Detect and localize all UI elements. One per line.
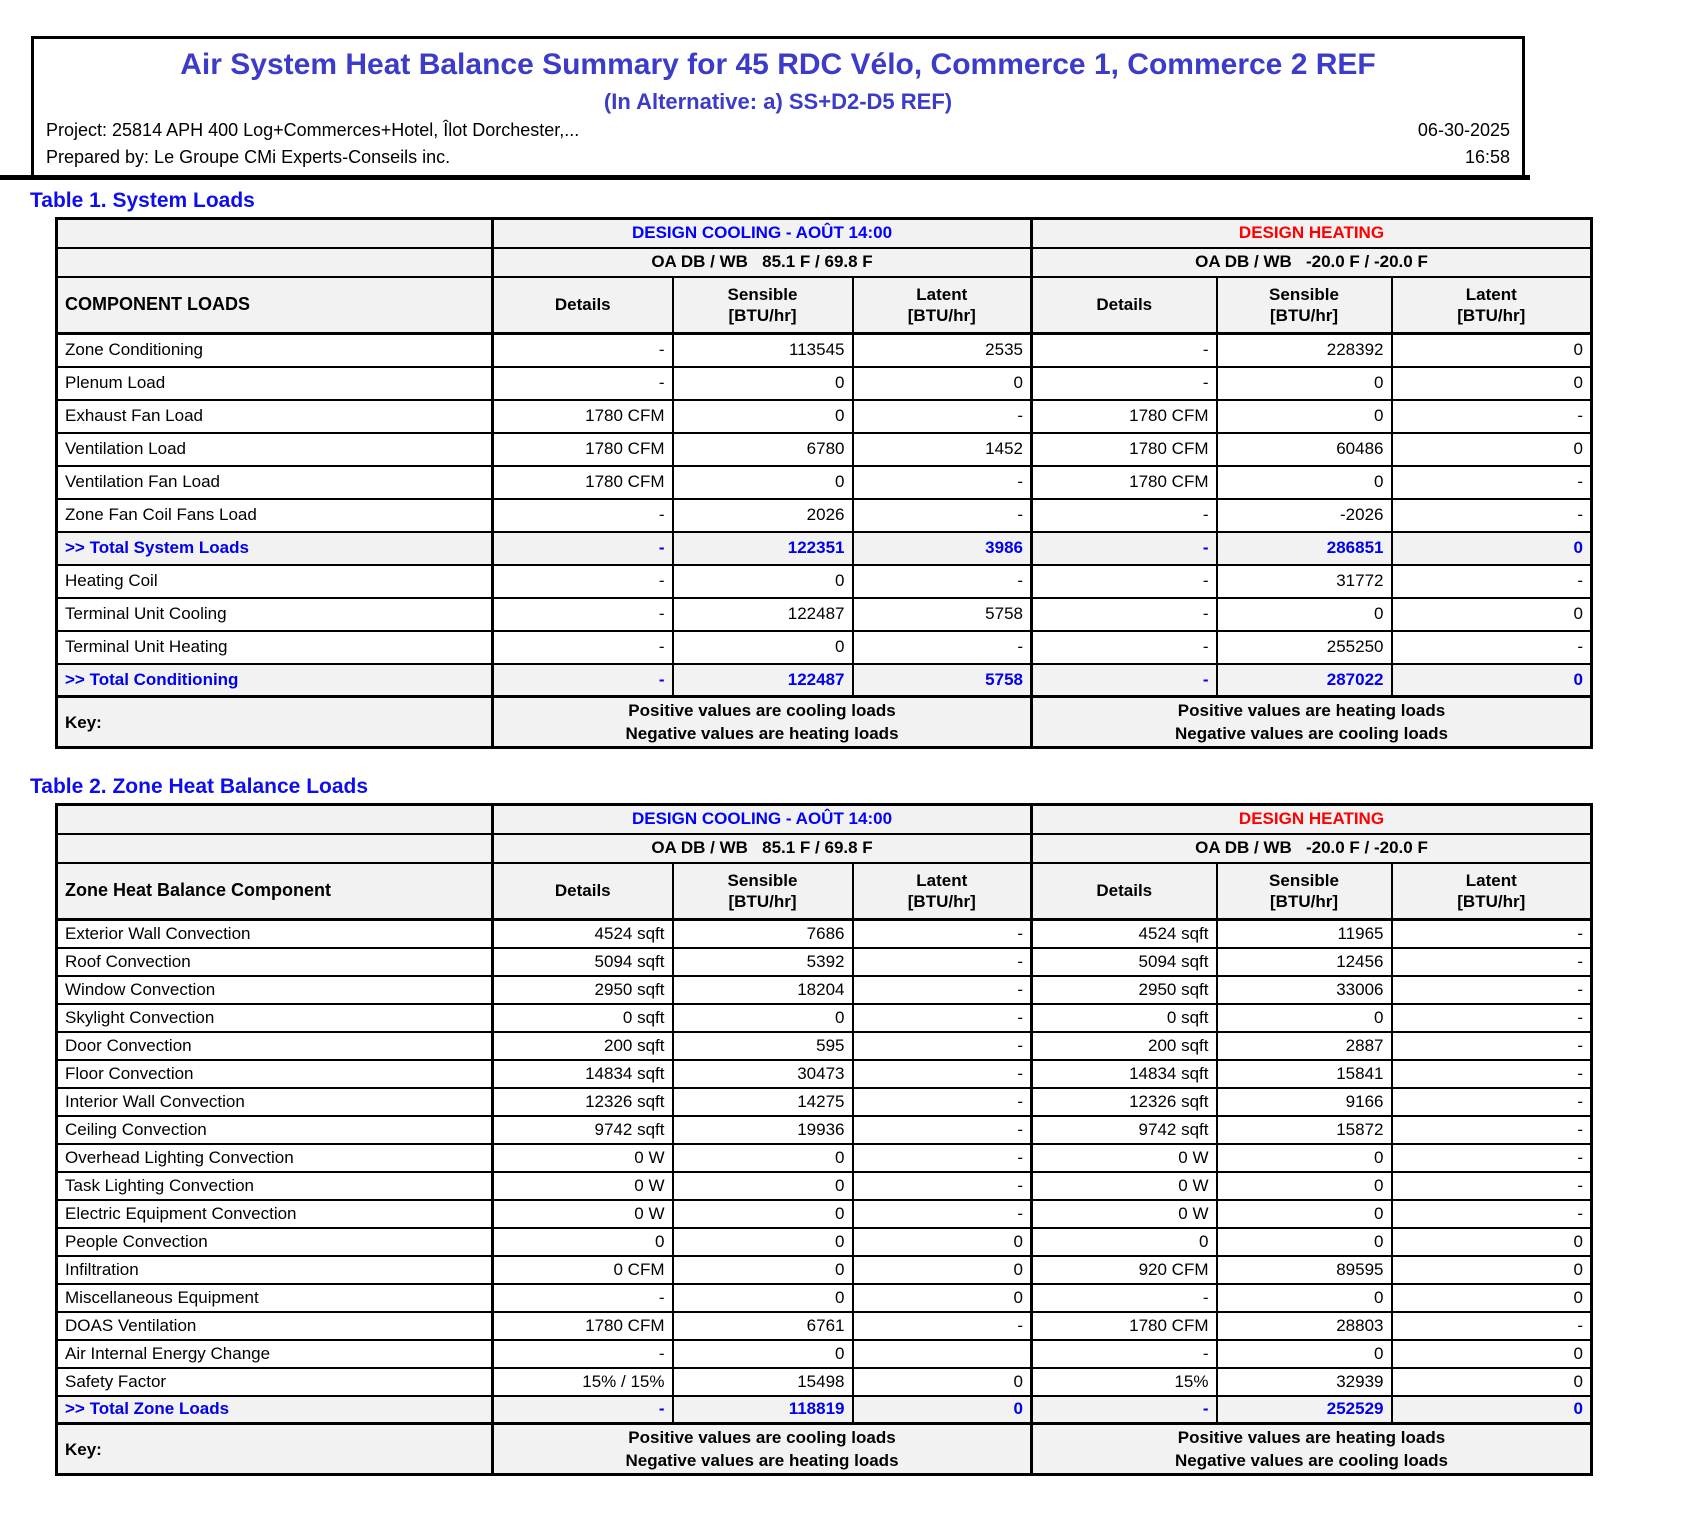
cooling-oa-conditions: OA DB / WB 85.1 F / 69.8 F <box>493 834 1032 863</box>
value-cell: 12326 sqft <box>493 1088 673 1116</box>
value-cell: 0 W <box>493 1200 673 1228</box>
value-cell: 228392 <box>1217 334 1392 367</box>
sensible-column-header: Sensible [BTU/hr] <box>1217 863 1392 920</box>
row-label: Roof Convection <box>57 948 493 976</box>
value-cell: - <box>1032 532 1217 565</box>
row-label: Ceiling Convection <box>57 1116 493 1144</box>
table-row <box>57 1312 1592 1340</box>
row-label: Task Lighting Convection <box>57 1172 493 1200</box>
value-cell: - <box>1392 466 1592 499</box>
value-cell: 0 W <box>1032 1200 1217 1228</box>
value-cell: 0 <box>673 1228 853 1256</box>
value-cell: 0 <box>1392 1368 1592 1396</box>
value-cell: 30473 <box>673 1060 853 1088</box>
value-cell: 4524 sqft <box>493 920 673 948</box>
value-cell: 89595 <box>1217 1256 1392 1284</box>
value-cell: - <box>1392 400 1592 433</box>
system-loads-table <box>55 217 1593 749</box>
value-cell: 5094 sqft <box>1032 948 1217 976</box>
value-cell: - <box>1392 1116 1592 1144</box>
key-row <box>57 1424 1592 1475</box>
total-row <box>57 1396 1592 1424</box>
value-cell: 255250 <box>1217 631 1392 664</box>
header-divider <box>0 175 1530 180</box>
value-cell: 252529 <box>1217 1396 1392 1424</box>
table-row <box>57 948 1592 976</box>
value-cell: 2950 sqft <box>1032 976 1217 1004</box>
page-subtitle: (In Alternative: a) SS+D2-D5 REF) <box>603 89 953 114</box>
value-cell: 0 <box>673 565 853 598</box>
value-cell: - <box>1392 1032 1592 1060</box>
value-cell: 0 sqft <box>493 1004 673 1032</box>
cooling-oa-conditions: OA DB / WB 85.1 F / 69.8 F <box>493 248 1032 277</box>
key-row <box>57 697 1592 748</box>
value-cell: - <box>1392 1144 1592 1172</box>
value-cell: 3986 <box>853 532 1032 565</box>
value-cell: 200 sqft <box>493 1032 673 1060</box>
value-cell: 200 sqft <box>1032 1032 1217 1060</box>
component-column-header: Zone Heat Balance Component <box>57 863 493 920</box>
table-row <box>57 631 1592 664</box>
value-cell: - <box>1392 1088 1592 1116</box>
value-cell: 2950 sqft <box>493 976 673 1004</box>
row-label: Electric Equipment Convection <box>57 1200 493 1228</box>
table-row <box>57 499 1592 532</box>
value-cell: 0 <box>1217 1340 1392 1368</box>
value-cell: 287022 <box>1217 664 1392 697</box>
table-row <box>57 1340 1592 1368</box>
value-cell: - <box>1392 1312 1592 1340</box>
value-cell: 18204 <box>673 976 853 1004</box>
value-cell: - <box>853 948 1032 976</box>
value-cell: 0 <box>1392 1284 1592 1312</box>
table-row <box>57 1060 1592 1088</box>
prepared-by-line: Prepared by: Le Groupe CMi Experts-Conseils inc. <box>46 147 451 167</box>
value-cell: 5094 sqft <box>493 948 673 976</box>
value-cell: 0 <box>1392 664 1592 697</box>
value-cell: 9166 <box>1217 1088 1392 1116</box>
value-cell: 0 <box>673 367 853 400</box>
table-row <box>57 334 1592 367</box>
value-cell: 0 CFM <box>493 1256 673 1284</box>
value-cell: 4524 sqft <box>1032 920 1217 948</box>
value-cell: 6780 <box>673 433 853 466</box>
value-cell: 0 <box>853 1256 1032 1284</box>
value-cell: 0 W <box>1032 1144 1217 1172</box>
value-cell: 9742 sqft <box>1032 1116 1217 1144</box>
table-row <box>57 433 1592 466</box>
value-cell: 0 <box>1217 1172 1392 1200</box>
value-cell: 0 <box>673 1340 853 1368</box>
value-cell: 15% <box>1032 1368 1217 1396</box>
details-column-header: Details <box>1032 277 1217 334</box>
value-cell: 0 <box>1217 400 1392 433</box>
table-row <box>57 1004 1592 1032</box>
key-label: Key: <box>57 697 493 748</box>
value-cell: - <box>493 532 673 565</box>
value-cell: 14275 <box>673 1088 853 1116</box>
value-cell: - <box>1392 1172 1592 1200</box>
row-label: Terminal Unit Cooling <box>57 598 493 631</box>
value-cell: - <box>1392 976 1592 1004</box>
value-cell: - <box>1032 1396 1217 1424</box>
value-cell: - <box>1392 920 1592 948</box>
value-cell: 0 <box>853 1284 1032 1312</box>
row-label: >> Total Conditioning <box>57 664 493 697</box>
design-heating-header: DESIGN HEATING <box>1032 219 1592 248</box>
value-cell: 0 <box>493 1228 673 1256</box>
value-cell: - <box>853 1144 1032 1172</box>
sensible-column-header: Sensible [BTU/hr] <box>1217 277 1392 334</box>
table-row <box>57 1200 1592 1228</box>
value-cell: 0 W <box>493 1172 673 1200</box>
value-cell: 1780 CFM <box>1032 433 1217 466</box>
value-cell: - <box>853 1200 1032 1228</box>
value-cell: - <box>853 1172 1032 1200</box>
value-cell: 0 <box>673 1004 853 1032</box>
value-cell: - <box>493 664 673 697</box>
value-cell: 0 <box>1392 433 1592 466</box>
value-cell: - <box>853 976 1032 1004</box>
table-row <box>57 1368 1592 1396</box>
value-cell: 1780 CFM <box>1032 466 1217 499</box>
row-label: Safety Factor <box>57 1368 493 1396</box>
row-label: Infiltration <box>57 1256 493 1284</box>
value-cell: 1780 CFM <box>493 1312 673 1340</box>
cooling-key-text: Positive values are cooling loads Negative values are heating loads <box>493 1424 1032 1475</box>
table2-caption: Table 2. Zone Heat Balance Loads <box>30 775 369 798</box>
value-cell: 0 <box>853 367 1032 400</box>
value-cell: - <box>1392 1060 1592 1088</box>
value-cell: - <box>1392 1004 1592 1032</box>
value-cell: 0 W <box>493 1144 673 1172</box>
value-cell: 0 <box>673 1256 853 1284</box>
details-column-header: Details <box>1032 863 1217 920</box>
row-label: Miscellaneous Equipment <box>57 1284 493 1312</box>
report-date: 06-30-2025 <box>1417 120 1510 140</box>
row-label: DOAS Ventilation <box>57 1312 493 1340</box>
value-cell: - <box>1032 499 1217 532</box>
table-row <box>57 598 1592 631</box>
value-cell: 122487 <box>673 598 853 631</box>
row-label: Plenum Load <box>57 367 493 400</box>
component-column-header: COMPONENT LOADS <box>57 277 493 334</box>
value-cell: - <box>853 499 1032 532</box>
value-cell: 12456 <box>1217 948 1392 976</box>
project-line: Project: 25814 APH 400 Log+Commerces+Hotel, Îlot Dorchester,... <box>46 120 580 140</box>
latent-column-header: Latent [BTU/hr] <box>853 863 1032 920</box>
row-label: Zone Conditioning <box>57 334 493 367</box>
blank-cell <box>57 248 493 277</box>
latent-column-header: Latent [BTU/hr] <box>1392 277 1592 334</box>
value-cell: 15498 <box>673 1368 853 1396</box>
value-cell: 920 CFM <box>1032 1256 1217 1284</box>
value-cell: 0 <box>1392 1256 1592 1284</box>
value-cell: - <box>853 565 1032 598</box>
row-label: Door Convection <box>57 1032 493 1060</box>
value-cell: 0 <box>1217 1200 1392 1228</box>
value-cell: 1780 CFM <box>493 400 673 433</box>
value-cell: 0 <box>1217 1004 1392 1032</box>
value-cell: - <box>1032 664 1217 697</box>
value-cell: 31772 <box>1217 565 1392 598</box>
value-cell: - <box>1032 334 1217 367</box>
value-cell: -2026 <box>1217 499 1392 532</box>
value-cell: 14834 sqft <box>1032 1060 1217 1088</box>
value-cell: - <box>853 920 1032 948</box>
value-cell: 0 <box>1217 598 1392 631</box>
value-cell: 0 <box>673 400 853 433</box>
value-cell: 28803 <box>1217 1312 1392 1340</box>
design-cooling-header: DESIGN COOLING - AOÛT 14:00 <box>493 805 1032 834</box>
value-cell: - <box>853 1116 1032 1144</box>
total-row <box>57 664 1592 697</box>
table-row <box>57 565 1592 598</box>
report-time: 16:58 <box>1464 147 1510 167</box>
details-column-header: Details <box>493 863 673 920</box>
value-cell: 0 W <box>1032 1172 1217 1200</box>
value-cell: 122487 <box>673 664 853 697</box>
value-cell: 286851 <box>1217 532 1392 565</box>
row-label: Floor Convection <box>57 1060 493 1088</box>
value-cell: 1452 <box>853 433 1032 466</box>
row-label: People Convection <box>57 1228 493 1256</box>
row-label: >> Total System Loads <box>57 532 493 565</box>
value-cell: 15% / 15% <box>493 1368 673 1396</box>
cooling-key-text: Positive values are cooling loads Negative values are heating loads <box>493 697 1032 748</box>
value-cell: 32939 <box>1217 1368 1392 1396</box>
blank-cell <box>57 834 493 863</box>
value-cell: 0 <box>1217 367 1392 400</box>
details-column-header: Details <box>493 277 673 334</box>
value-cell: - <box>493 1340 673 1368</box>
table-row <box>57 1284 1592 1312</box>
value-cell: 0 <box>1392 1340 1592 1368</box>
value-cell: 60486 <box>1217 433 1392 466</box>
value-cell: 5758 <box>853 664 1032 697</box>
design-heating-header: DESIGN HEATING <box>1032 805 1592 834</box>
row-label: Window Convection <box>57 976 493 1004</box>
blank-cell <box>57 805 493 834</box>
value-cell: 0 <box>1392 367 1592 400</box>
value-cell: 0 <box>673 466 853 499</box>
row-label: Terminal Unit Heating <box>57 631 493 664</box>
value-cell: - <box>493 1284 673 1312</box>
value-cell: - <box>853 1004 1032 1032</box>
value-cell: 1780 CFM <box>1032 400 1217 433</box>
value-cell: 113545 <box>673 334 853 367</box>
row-label: Exhaust Fan Load <box>57 400 493 433</box>
value-cell: - <box>1032 631 1217 664</box>
value-cell: - <box>1392 631 1592 664</box>
value-cell: 0 sqft <box>1032 1004 1217 1032</box>
zone-heat-balance-table <box>55 803 1593 1476</box>
value-cell: - <box>1032 598 1217 631</box>
value-cell: 0 <box>1032 1228 1217 1256</box>
value-cell: 0 <box>853 1396 1032 1424</box>
value-cell: 0 <box>1392 532 1592 565</box>
value-cell: 0 <box>1217 1284 1392 1312</box>
table-row <box>57 1032 1592 1060</box>
value-cell: 19936 <box>673 1116 853 1144</box>
value-cell: 1780 CFM <box>493 433 673 466</box>
value-cell: 0 <box>673 1172 853 1200</box>
table-row <box>57 466 1592 499</box>
value-cell: - <box>1032 1284 1217 1312</box>
value-cell: 15841 <box>1217 1060 1392 1088</box>
value-cell: 0 <box>1217 1228 1392 1256</box>
value-cell: - <box>853 400 1032 433</box>
value-cell: - <box>1032 565 1217 598</box>
value-cell <box>853 1340 1032 1368</box>
value-cell: 122351 <box>673 532 853 565</box>
value-cell: 0 <box>1392 334 1592 367</box>
value-cell: - <box>1392 948 1592 976</box>
value-cell: 0 <box>1217 466 1392 499</box>
value-cell: 0 <box>673 1284 853 1312</box>
value-cell: - <box>493 334 673 367</box>
row-label: Ventilation Load <box>57 433 493 466</box>
value-cell: - <box>493 1396 673 1424</box>
value-cell: - <box>1032 367 1217 400</box>
heating-key-text: Positive values are heating loads Negative values are cooling loads <box>1032 697 1592 748</box>
value-cell: 5758 <box>853 598 1032 631</box>
value-cell: 2887 <box>1217 1032 1392 1060</box>
value-cell: 11965 <box>1217 920 1392 948</box>
value-cell: 0 <box>853 1228 1032 1256</box>
value-cell: - <box>493 499 673 532</box>
value-cell: 0 <box>1392 1396 1592 1424</box>
value-cell: - <box>493 367 673 400</box>
value-cell: - <box>493 598 673 631</box>
report-header <box>31 36 1525 175</box>
row-label: >> Total Zone Loads <box>57 1396 493 1424</box>
value-cell: - <box>1032 1340 1217 1368</box>
row-label: Heating Coil <box>57 565 493 598</box>
value-cell: - <box>853 1032 1032 1060</box>
value-cell: - <box>853 1088 1032 1116</box>
design-cooling-header: DESIGN COOLING - AOÛT 14:00 <box>493 219 1032 248</box>
heating-key-text: Positive values are heating loads Negative values are cooling loads <box>1032 1424 1592 1475</box>
latent-column-header: Latent [BTU/hr] <box>853 277 1032 334</box>
row-label: Zone Fan Coil Fans Load <box>57 499 493 532</box>
value-cell: 0 <box>673 631 853 664</box>
value-cell: 12326 sqft <box>1032 1088 1217 1116</box>
table-row <box>57 1144 1592 1172</box>
sensible-column-header: Sensible [BTU/hr] <box>673 863 853 920</box>
value-cell: 1780 CFM <box>493 466 673 499</box>
row-label: Interior Wall Convection <box>57 1088 493 1116</box>
heating-oa-conditions: OA DB / WB -20.0 F / -20.0 F <box>1032 248 1592 277</box>
value-cell: 6761 <box>673 1312 853 1340</box>
total-row <box>57 532 1592 565</box>
value-cell: 7686 <box>673 920 853 948</box>
row-label: Ventilation Fan Load <box>57 466 493 499</box>
table-row <box>57 1088 1592 1116</box>
row-label: Air Internal Energy Change <box>57 1340 493 1368</box>
value-cell: 33006 <box>1217 976 1392 1004</box>
value-cell: 5392 <box>673 948 853 976</box>
value-cell: 0 <box>673 1200 853 1228</box>
sensible-column-header: Sensible [BTU/hr] <box>673 277 853 334</box>
value-cell: 0 <box>1392 598 1592 631</box>
table-row <box>57 920 1592 948</box>
value-cell: 2026 <box>673 499 853 532</box>
value-cell: 0 <box>1217 1144 1392 1172</box>
value-cell: 1780 CFM <box>1032 1312 1217 1340</box>
key-label: Key: <box>57 1424 493 1475</box>
value-cell: - <box>1392 1200 1592 1228</box>
value-cell: - <box>853 631 1032 664</box>
table-row <box>57 367 1592 400</box>
row-label: Skylight Convection <box>57 1004 493 1032</box>
value-cell: 0 <box>673 1144 853 1172</box>
value-cell: 595 <box>673 1032 853 1060</box>
heating-oa-conditions: OA DB / WB -20.0 F / -20.0 F <box>1032 834 1592 863</box>
latent-column-header: Latent [BTU/hr] <box>1392 863 1592 920</box>
value-cell: 14834 sqft <box>493 1060 673 1088</box>
table1-caption: Table 1. System Loads <box>30 189 255 212</box>
value-cell: - <box>853 1060 1032 1088</box>
value-cell: 0 <box>1392 1228 1592 1256</box>
table-row <box>57 400 1592 433</box>
value-cell: 2535 <box>853 334 1032 367</box>
value-cell: - <box>493 565 673 598</box>
value-cell: 15872 <box>1217 1116 1392 1144</box>
table-row <box>57 976 1592 1004</box>
page-title: Air System Heat Balance Summary for 45 RDC Vélo, Commerce 1, Commerce 2 REF <box>180 48 1376 81</box>
row-label: Overhead Lighting Convection <box>57 1144 493 1172</box>
row-label: Exterior Wall Convection <box>57 920 493 948</box>
value-cell: - <box>853 1312 1032 1340</box>
table-row <box>57 1228 1592 1256</box>
value-cell: - <box>493 631 673 664</box>
value-cell: - <box>1392 565 1592 598</box>
value-cell: 9742 sqft <box>493 1116 673 1144</box>
value-cell: - <box>1392 499 1592 532</box>
table-row <box>57 1116 1592 1144</box>
blank-cell <box>57 219 493 248</box>
table-row <box>57 1172 1592 1200</box>
value-cell: - <box>853 466 1032 499</box>
value-cell: 0 <box>853 1368 1032 1396</box>
value-cell: 118819 <box>673 1396 853 1424</box>
table-row <box>57 1256 1592 1284</box>
